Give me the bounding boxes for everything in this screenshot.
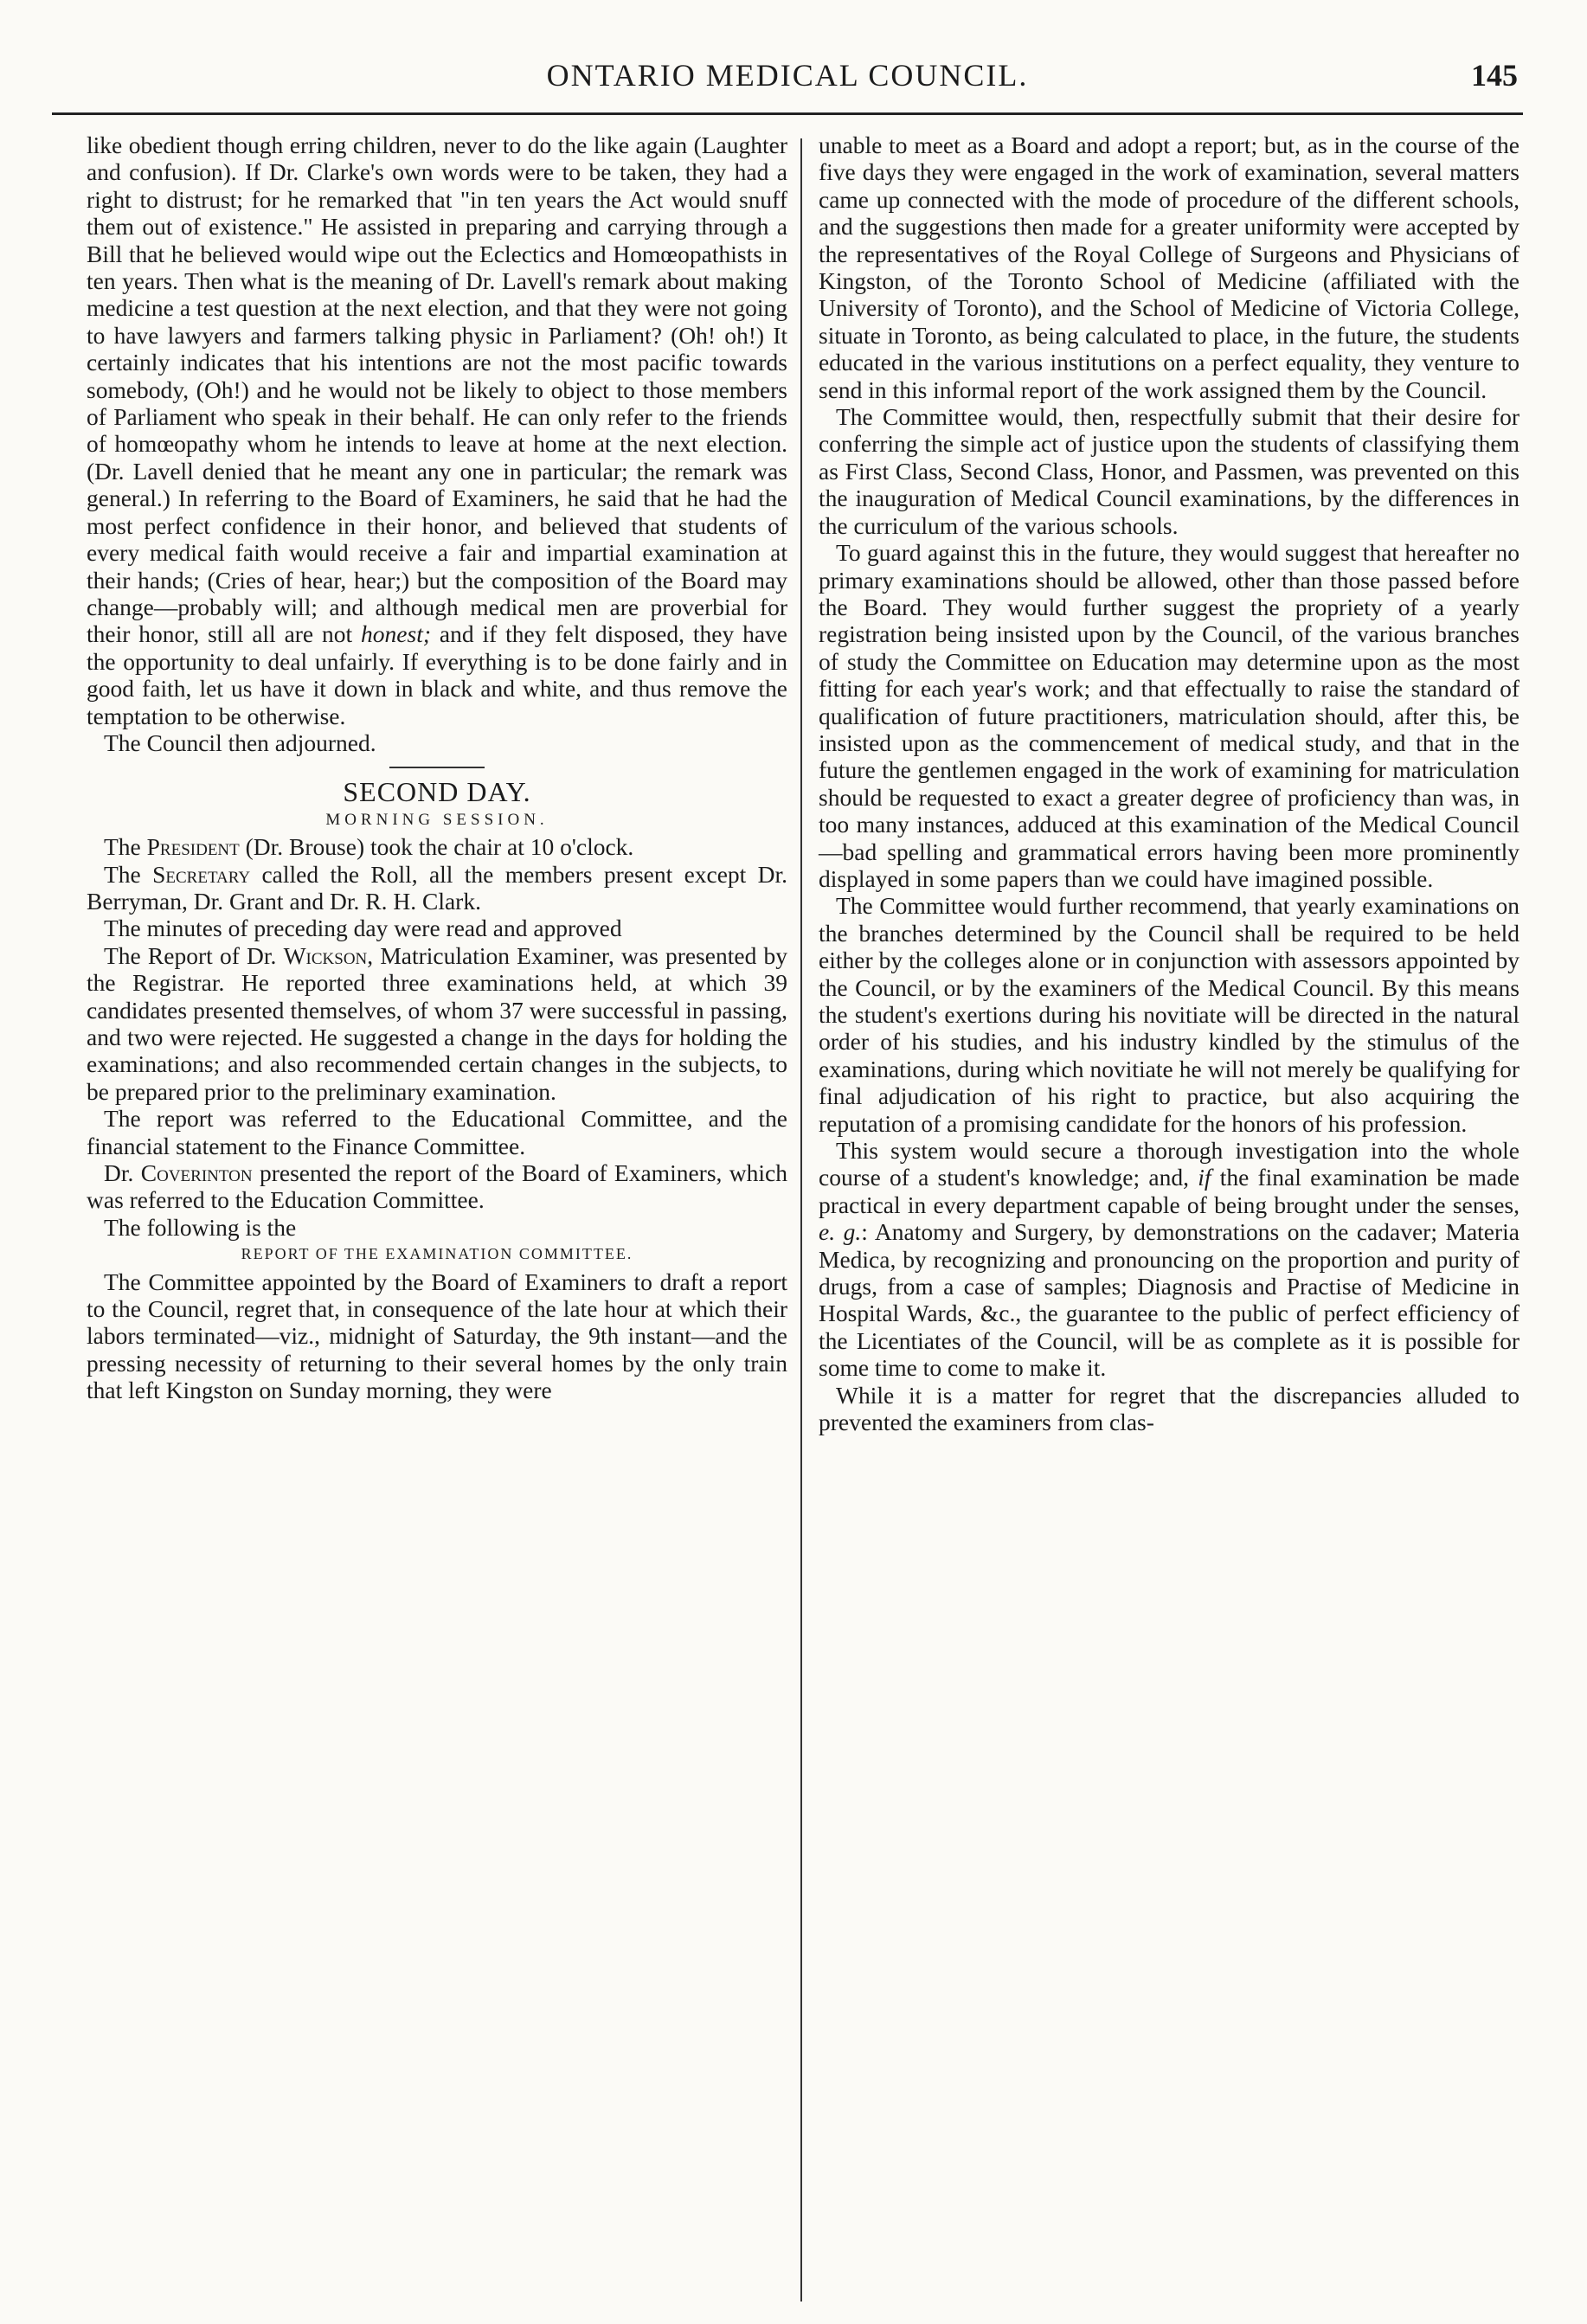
- page-header: [52, 52, 1523, 115]
- paragraph: This system would secure a thorough investigation into the whole course of a student's knowledge; and, if the final examination be made practical in every department capable of being brought under the senses, e. g.: Anatomy and Surgery, by demonstrations on the cadaver; Materia Medica, by recognizing and pronouncing on the proportion and purity of drugs, from a case of samples; Diagnosis and Practise of Medicine in Hospital Wards, &c., the guarantee to the public of perfect efficiency of the Licentiates of the Council, will be as complete as it is possible for some time to come to make it.: [819, 1137, 1520, 1382]
- right-column: [819, 132, 1520, 2312]
- paragraph: While it is a matter for regret that the discrepancies alluded to prevented the examiners from clas-: [819, 1381, 1520, 1436]
- column-divider: [800, 138, 802, 2302]
- section-rule: [389, 767, 485, 768]
- section-title: SECOND DAY.: [343, 776, 531, 808]
- paragraph: The Council then adjourned.: [104, 729, 376, 756]
- paragraph: unable to meet as a Board and adopt a report; but, as in the course of the five days they were engaged in the work of examination, several matters came up connected with the mode of procedure of the different schools, and the suggestions then made for a greater uniformity were accepted by the representatives of the Royal College of Surgeons and Physicians of Kingston, of the Toronto School of Medicine (affiliated with the University of Toronto), and the School of Medicine of Victoria College, situate in Toronto, as being calculated to place, in the future, the students educated in the various institutions on a perfect equality, they venture to send in this informal report of the work assigned them by the Council.: [819, 132, 1520, 403]
- running-title: ONTARIO MEDICAL COUNCIL.: [546, 58, 1029, 93]
- paragraph: The report was referred to the Educational Committee, and the financial statement to the Finance Committee.: [87, 1105, 787, 1159]
- paragraph: To guard against this in the future, they would suggest that hereafter no primary examinations should be allowed, other than those passed before the Board. They would further suggest the propriety of a yearly registration being insisted upon by the Council, of the various branches of study the Committee on Education may determine upon as the most fitting for each year's work; and that effectually to raise the standard of qualification of future practitioners, matriculation should, after this, be insisted upon as the commencement of medical study, and that in the future the gentlemen engaged in the work of examining for matriculation should be requested to exact a greater degree of proficiency than was, in too many instances, adduced at this examination of the Medical Council—bad spelling and grammatical errors having been more prominently displayed in some papers than we could have imagined possible.: [819, 539, 1520, 892]
- paragraph: The Committee appointed by the Board of Examiners to draft a report to the Council, regret that, in consequence of the late hour at which their labors terminated—viz., midnight of Saturday, the 9th instant—and the pressing necessity of returning to their several homes by the only train that left Kingston on Sunday morning, they were: [87, 1268, 787, 1404]
- session-heading: MORNING SESSION.: [325, 810, 549, 829]
- paragraph: The Committee would further recommend, that yearly examinations on the branches determined by the Council shall be required to be held either by the colleges alone or in conjunction with assessors appointed by the Council, or by the examiners of the Medical Council. By this means the student's exertions during his novitiate will be directed in the natural order of his studies, and his industry kindled by the stimulus of the examinations, during which novitiate he will not merely be qualifying for final adjudication of his right to practice, but also acquiring the reputation of a promising candidate for the honors of his profession.: [819, 892, 1520, 1137]
- paragraph: The President (Dr. Brouse) took the chair at 10 o'clock.: [104, 833, 634, 861]
- paragraph: like obedient though erring children, never to do the like again (Laughter and confusion). If Dr. Clarke's own words were to be taken, they had a right to distrust; for he remarked that "in ten years the Act would snuff them out of existence." He assisted in preparing and carrying through a Bill that he believed would wipe out the Eclectics and Homœopathists in ten years. Then what is the meaning of Dr. Lavell's remark about making medicine a test question at the next election, and that they were not going to have lawyers and farmers talking physic in Parliament? (Oh! oh!) It certainly indicates that his intentions are not the most pacific towards somebody, (Oh!) and he would not be likely to object to those members of Parliament who speak in their behalf. He can only refer to the friends of homœopathy whom he intends to leave at home at the next election. (Dr. Lavell denied that he meant any one in particular; the remark was general.) In referring to the Board of Examiners, he said that he had the most perfect confidence in their honor, and believed that students of every medical faith would receive a fair and impartial examination at their hands; (Cries of hear, hear;) but the composition of the Board may change—probably will; and although medical men are proverbial for their honor, still all are not honest; and if they felt disposed, they have the opportunity to deal unfairly. If everything is to be done fairly and in good faith, let us have it down in black and white, and thus remove the temptation to be otherwise.: [87, 132, 787, 729]
- paragraph: The Secretary called the Roll, all the members present except Dr. Berryman, Dr. Grant and Dr. R. H. Clark.: [87, 860, 788, 915]
- paragraph: The Report of Dr. Wickson, Matriculation Examiner, was presented by the Registrar. He reported three examinations held, at which 39 candidates presented themselves, of whom 37 were successful in passing, and two were rejected. He suggested a change in the days for holding the examinations; and also recommended certain changes in the subjects, to be prepared prior to the preliminary examination.: [87, 941, 787, 1105]
- paragraph: Dr. Coverinton presented the report of the Board of Examiners, which was referred to the Education Committee.: [87, 1159, 787, 1214]
- page-number: 145: [1471, 58, 1518, 93]
- paragraph: The Committee would, then, respectfully submit that their desire for conferring the simple act of justice upon the students of classifying them as First Class, Second Class, Honor, and Passmen, was prevented on this the inauguration of Medical Council examinations, by the differences in the curriculum of the various schools.: [819, 403, 1520, 539]
- report-heading: REPORT OF THE EXAMINATION COMMITTEE.: [241, 1245, 633, 1263]
- paragraph: The following is the: [104, 1213, 297, 1241]
- paragraph: The minutes of preceding day were read and approved: [104, 915, 622, 942]
- left-column: [87, 132, 787, 2312]
